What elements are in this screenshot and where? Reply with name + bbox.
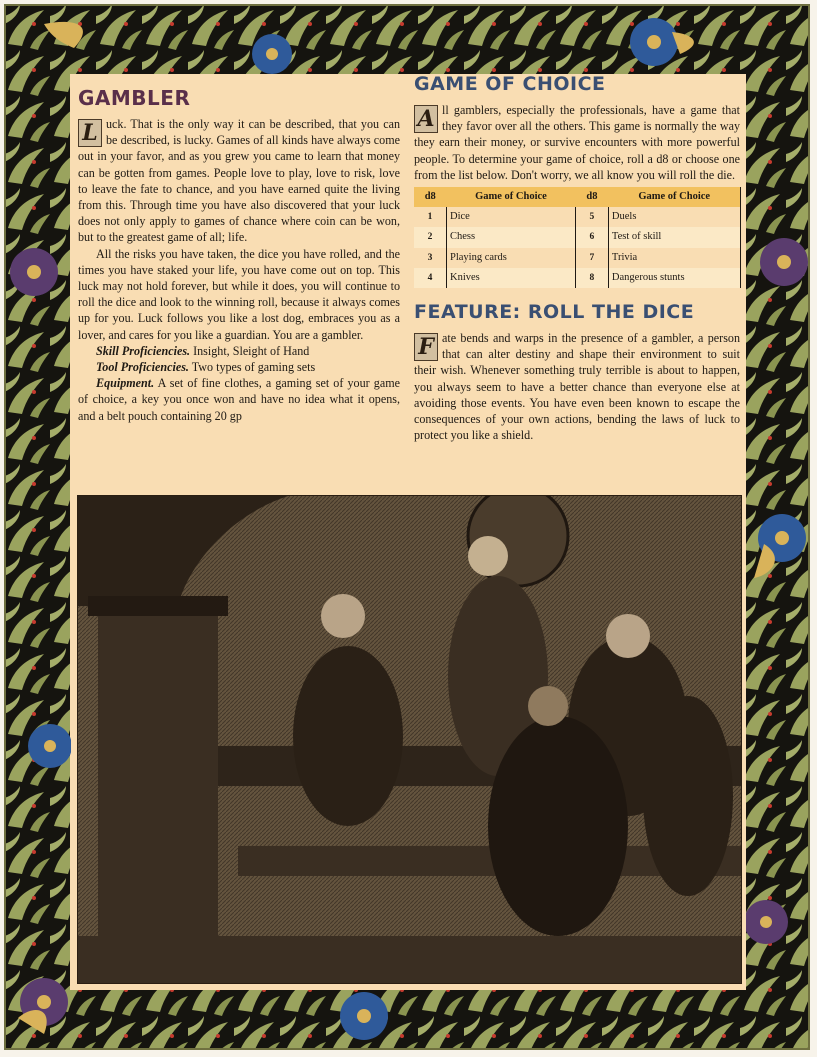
roll-number: 7 [575, 248, 608, 268]
left-column [78, 86, 400, 424]
game-name: Dice [447, 207, 576, 227]
column-header: Game of Choice [608, 187, 740, 207]
intro-text: uck. That is the only way it can be described, that you can be described, is lucky. Games of all kinds have always come out in your favor, and as you grew you came to learn that money can be gotten from games. People love to play, love to risk, love to leave the fate to chance, and you have earned quite the living from this. Through time you have also discovered that your luck does not only apply to games of chance where coin can be won, but to the greatest game of all; life. [78, 117, 400, 245]
game-of-choice-table [414, 187, 741, 288]
drop-cap: F [414, 333, 438, 361]
roll-number: 3 [427, 252, 433, 263]
skill-proficiencies [78, 343, 400, 359]
tavern-engraving-illustration [77, 495, 742, 984]
roll-number: 2 [414, 227, 447, 247]
equipment-value: A set of fine clothes, a gaming set of your game of choice, a key you once won and have no idea what it opens, and a belt pouch containing 20 gp [78, 376, 400, 423]
equipment-label: Equipment. [96, 376, 155, 391]
roll-number: 6 [575, 227, 608, 247]
page-title: GAMBLER [78, 86, 191, 110]
drop-cap: L [78, 119, 102, 147]
tool-label: Tool Proficiencies. [96, 360, 189, 375]
roll-number: 1 [427, 212, 433, 223]
feature-text: ate bends and warps in the presence of a gambler, a person that can alter destiny and shape their environment to suit their wish. Whenever something truly terrible is about to happen, you always seem to have a better chance than everyone else at avoiding those events. You have even been known to escape the consequences of your own actions, bending the laws of luck to protect you like a shield. [414, 331, 740, 443]
intro-paragraph [78, 116, 400, 246]
game-paragraph [414, 102, 740, 183]
feature-heading: FEATURE: ROLL THE DICE [414, 301, 695, 324]
second-paragraph: All the risks you have taken, the dice you have rolled, and the times you have staked your life, you have come out on top. This luck may not hold forever, but while it does, you will continue to roll the dice and look to the winning roll, because it always comes up for you. Luck follows you like a lost dog, embraces you as a lover, and cares for you like a guardian. You are a gambler. [78, 246, 400, 342]
game-text: ll gamblers, especially the professionals, have a game that they favor over all the others. This game is normally the way they earn their money, or survive encounters with more powerful people. To determine your game of choice, roll a d8 or choose one from the list below. Don't worry, we all know you will roll the die. [414, 103, 740, 182]
table-row [414, 248, 741, 268]
skill-label: Skill Proficiencies. [96, 343, 191, 358]
column-header: Game of Choice [447, 187, 576, 207]
feature-paragraph [414, 330, 740, 443]
table-row [414, 207, 741, 227]
game-of-choice-heading: GAME OF CHOICE [414, 73, 606, 95]
game-name: Duels [608, 207, 740, 227]
column-header: d8 [575, 187, 608, 207]
roll-number: 4 [414, 268, 447, 288]
drop-cap: A [414, 105, 438, 133]
game-name: Dangerous stunts [608, 268, 740, 288]
game-name: Playing cards [447, 248, 576, 268]
game-name: Chess [447, 227, 576, 247]
column-header: d8 [414, 187, 447, 207]
game-name: Test of skill [608, 227, 740, 247]
game-name: Knives [447, 268, 576, 288]
table-row [414, 227, 741, 247]
equipment [78, 375, 400, 424]
tool-value: Two types of gaming sets [188, 360, 316, 375]
roll-number: 5 [575, 207, 608, 227]
skill-value: Insight, Sleight of Hand [190, 343, 310, 358]
table-row [414, 268, 741, 288]
roll-number: 8 [575, 268, 608, 288]
game-name: Trivia [608, 248, 740, 268]
right-column [414, 72, 740, 443]
table-header-row [414, 187, 741, 207]
tool-proficiencies [78, 359, 400, 375]
